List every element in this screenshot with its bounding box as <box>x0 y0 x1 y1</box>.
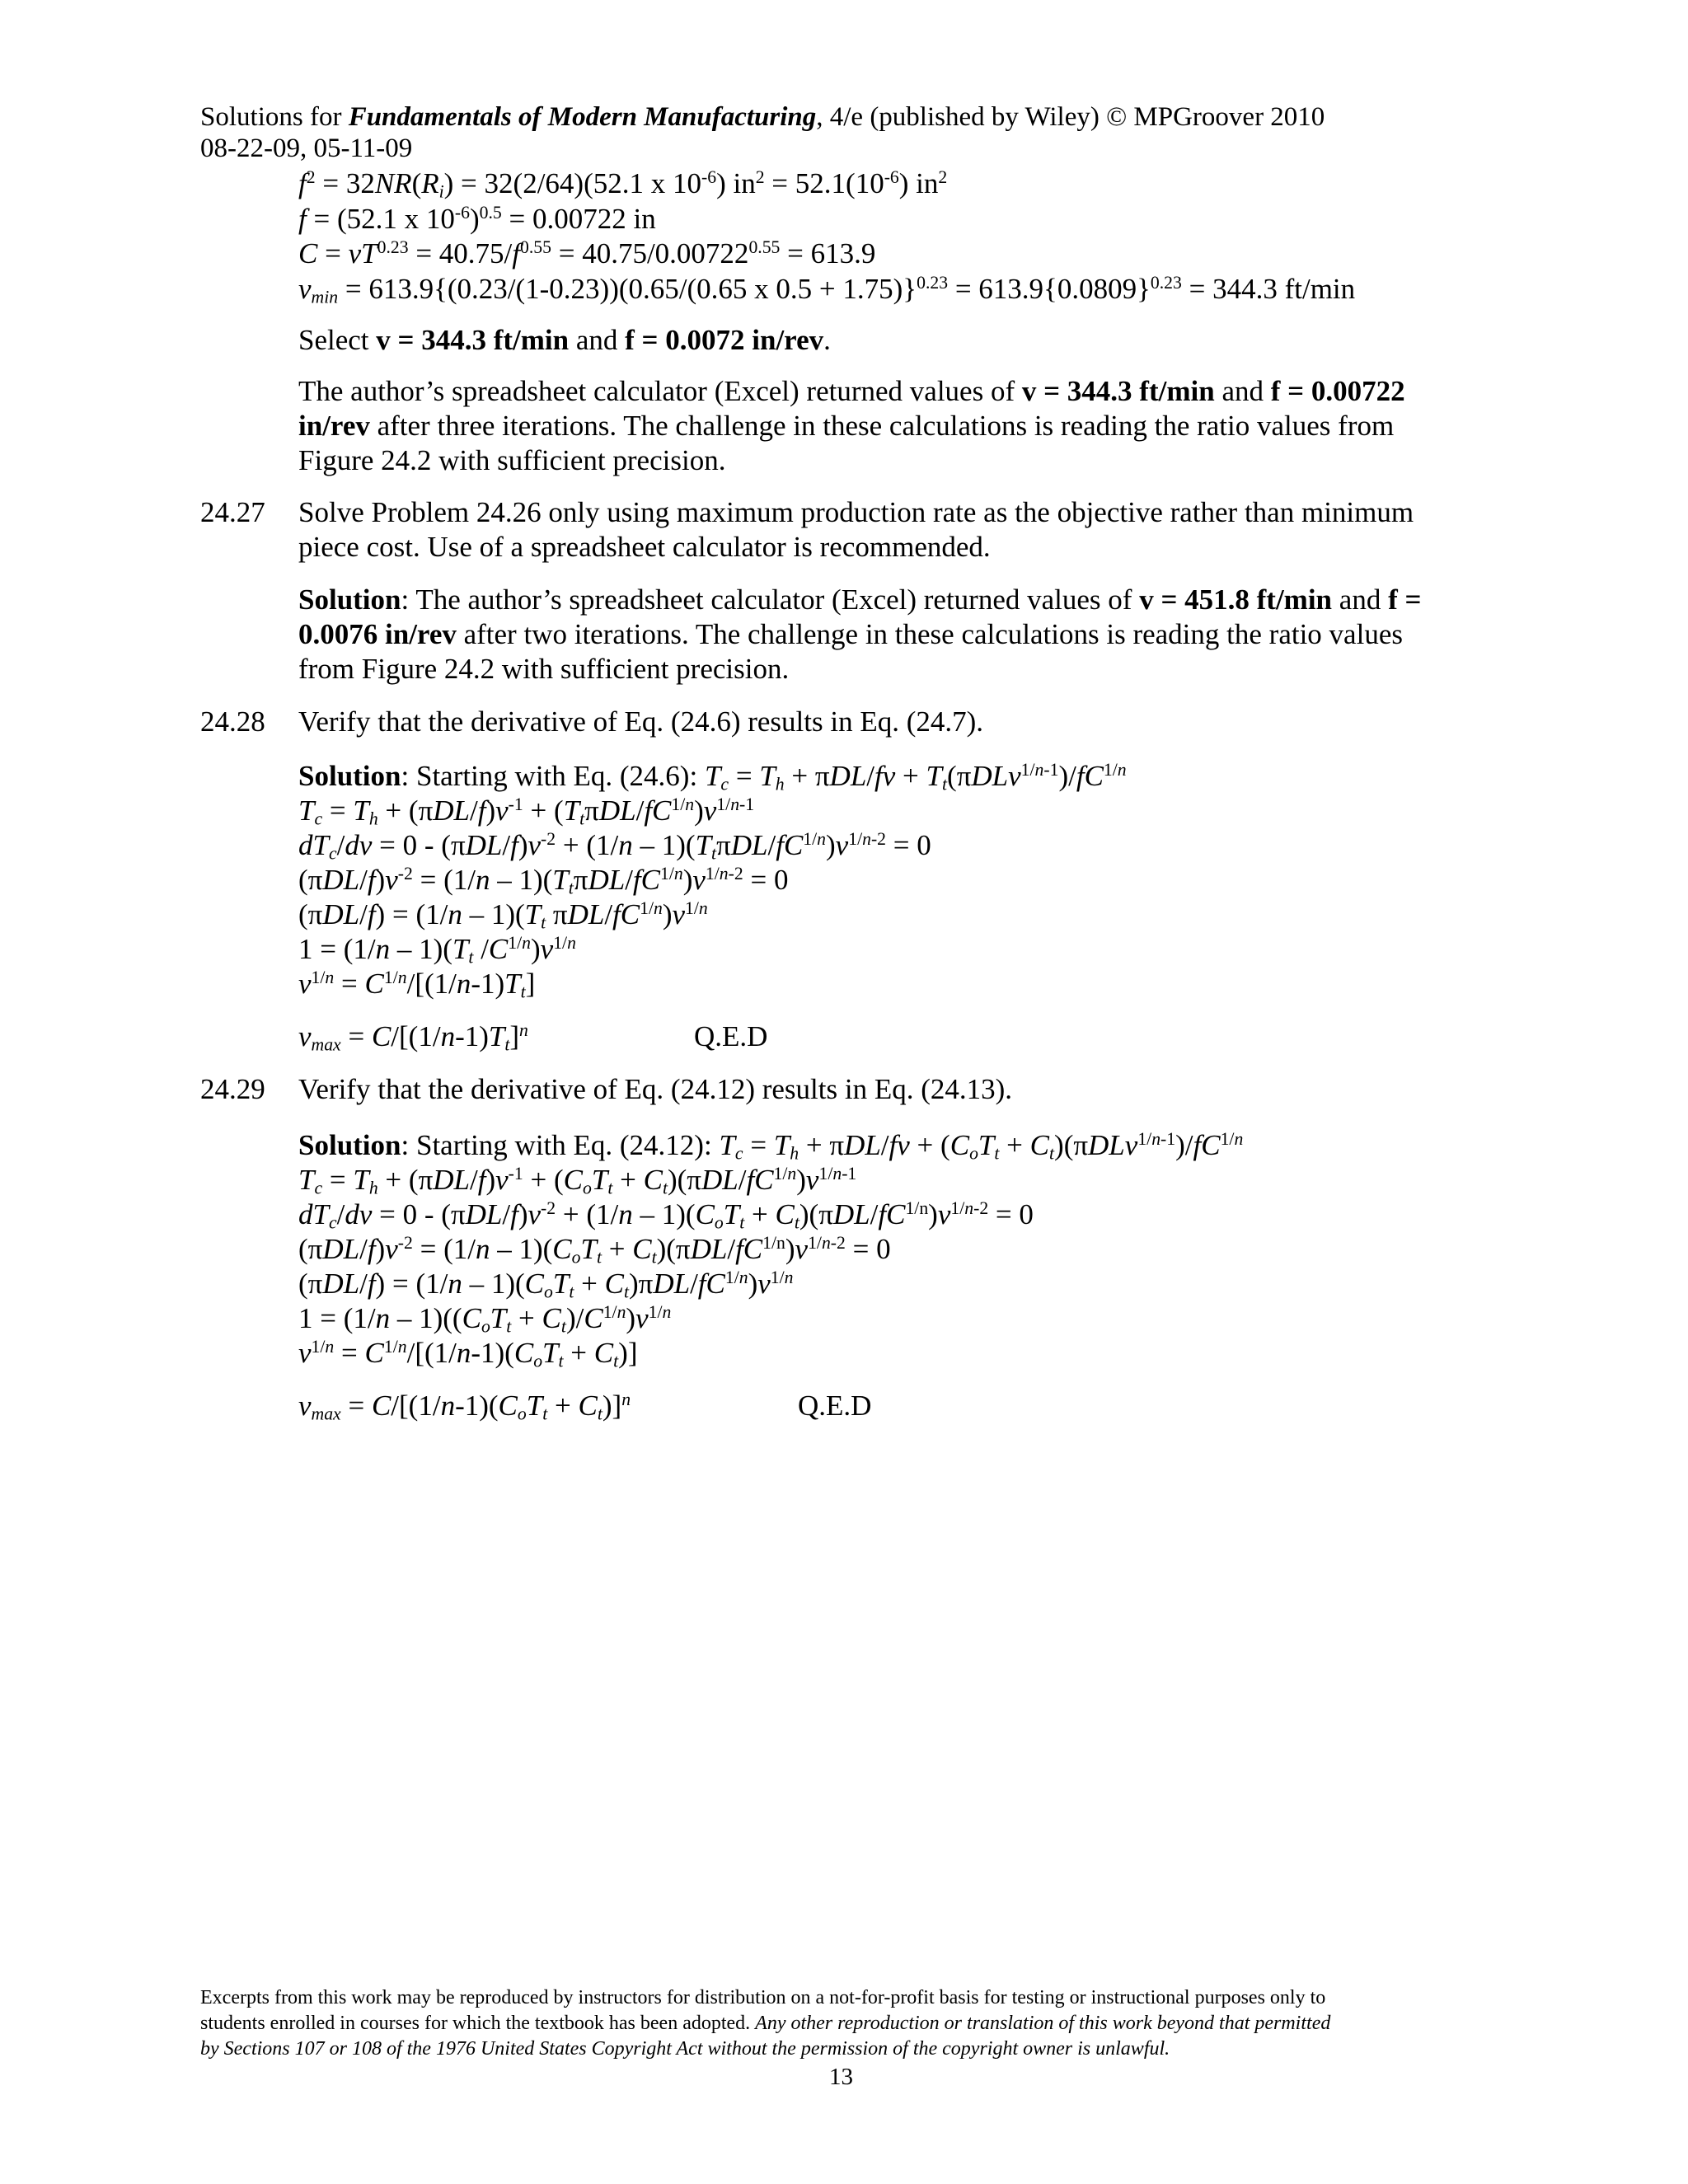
solution-24-28-start: Solution: Starting with Eq. (24.6): $T_c = T_h + \pi DL/fv + T_t(\pi DLv^{1/n-1})/fC^{1/n}$ <box>298 760 1127 794</box>
problem-24-27-line-1: Solve Problem 24.26 only using maximum production rate as the objective rather than minimum <box>298 496 1414 528</box>
footer-line-3: by Sections 107 or 108 of the 1976 United States Copyright Act without the permission of the copyright owner is unlawful. <box>200 2038 1170 2060</box>
solution-24-28-step-5: $1 = (1/n - 1)(T_t$ $/C^{1/n})v^{1/n}$ <box>298 933 576 968</box>
solution-24-29-step-4: $(\pi DL/f) = (1/n - 1)(C_oT_t + C_t)\pi DL/fC^{1/n})v^{1/n}$ <box>298 1268 794 1302</box>
footer-line-1: Excerpts from this work may be reproduced by instructors for distribution on a not-for-profit basis for testing or instructional purposes only to <box>200 1987 1326 2008</box>
author-note-line-1: The author’s spreadsheet calculator (Excel) returned values of v = 344.3 ft/min and f = 0.00722 <box>298 375 1405 407</box>
problem-number-24-29: 24.29 <box>200 1073 265 1105</box>
problem-24-29-question: Verify that the derivative of Eq. (24.12) results in Eq. (24.13). <box>298 1073 1013 1105</box>
select-statement: Select v = 344.3 ft/min and f = 0.0072 in/rev. <box>298 324 831 356</box>
qed-24-29: Q.E.D <box>798 1390 872 1422</box>
problem-number-24-28: 24.28 <box>200 705 265 738</box>
solution-24-29-step-3: $(\pi DL/f)v^{-2} = (1/n - 1)(C_oT_t + C_t)(\pi DL/fC^{1/n})v^{1/n-2} = 0$ <box>298 1233 891 1268</box>
solution-24-27-line-1: Solution: The author’s spreadsheet calculator (Excel) returned values of v = 451.8 ft/min and f = <box>298 583 1422 616</box>
equation-f-value: f = (52.1 x $10^{-6})^{0.5} = 0.00722$ in <box>298 203 656 235</box>
solution-24-29-step-2: $dT_c/dv = 0 - (\pi DL/f)v^{-2} + (1/n - 1)(C_oT_t + C_t)(\pi DL/fC^{1/n})v^{1/n-2} = 0$ <box>298 1198 1034 1233</box>
solution-24-27-line-3: from Figure 24.2 with sufficient precision. <box>298 653 790 685</box>
header-edition: , 4/e (published by Wiley) © MPGroover 2010 <box>816 102 1325 132</box>
header-prefix: Solutions for <box>200 102 349 132</box>
problem-number-24-27: 24.27 <box>200 496 265 528</box>
qed-24-28: Q.E.D <box>694 1020 768 1052</box>
author-note-line-3: Figure 24.2 with sufficient precision. <box>298 444 726 476</box>
page-header <box>200 104 1325 131</box>
solution-24-28-step-6: $v^{1/n} = C^{1/n}/[(1/n-1)T_t]$ <box>298 968 536 1002</box>
solution-24-28-step-2: $dT_c/dv = 0 - (\pi DL/f)v^{-2} + (1/n - 1)(T_t\pi DL/fC^{1/n})v^{1/n-2} = 0$ <box>298 829 931 864</box>
equation-c-value: $C = vT^{0.23} = 40.75/f^{0.55} = 40.75/0.00722^{0.55} = 613.9$ <box>298 237 876 269</box>
solution-24-29-result: $v_{max} = C/[(1/n-1)(C_oT_t + C_t)]^n$ <box>298 1390 631 1424</box>
equation-vmin: $v_{min} = 613.9\{(0.23/(1-0.23))(0.65/(0.65$ x $0.5 + 1.75)\}^{0.23} = 613.9\{0.0809\}^{0.23} = 344.3$ ft/min <box>298 273 1356 307</box>
header-dates: 08-22-09, 05-11-09 <box>200 134 413 163</box>
solution-24-28-step-1: $T_c = T_h + (\pi DL/f)v^{-1} + (T_t\pi DL/fC^{1/n})v^{1/n-1}$ <box>298 794 755 829</box>
solution-24-29-step-6: $v^{1/n} = C^{1/n}/[(1/n-1)(C_oT_t + C_t)]$ <box>298 1337 638 1371</box>
author-note-line-2: in/rev after three iterations. The challenge in these calculations is reading the ratio values from <box>298 410 1395 442</box>
solution-24-29-start: Solution: Starting with Eq. (24.12): $T_c = T_h + \pi DL/fv + (C_oT_t + C_t)(\pi DLv^{1/n-1})/fC^{1/n}$ <box>298 1129 1244 1164</box>
solution-24-27-line-2: 0.0076 in/rev after two iterations. The challenge in these calculations is reading the ratio values <box>298 618 1403 650</box>
solution-24-28-step-3: $(\pi DL/f)v^{-2} = (1/n - 1)(T_t\pi DL/fC^{1/n})v^{1/n-2} = 0$ <box>298 864 789 898</box>
page-number: 13 <box>829 2064 853 2090</box>
problem-24-28-question: Verify that the derivative of Eq. (24.6) results in Eq. (24.7). <box>298 705 984 738</box>
footer-line-2: students enrolled in courses for which the textbook has been adopted. Any other reproduction or translation of this work beyond that permitted <box>200 2013 1331 2034</box>
solution-24-28-step-4: $(\pi DL/f) = (1/n - 1)(T_t$ πDL/$fC^{1/n})v^{1/n}$ <box>298 898 708 933</box>
problem-24-27-line-2: piece cost. Use of a spreadsheet calculator is recommended. <box>298 531 991 563</box>
book-title: Fundamentals of Modern Manufacturing <box>348 102 817 132</box>
equation-f-squared: $f^2 = 32NR(R_i) = 32(2/64)(52.1$ x $10^{-6}$) $in^2 = 52.1(10^{-6})$ $in^2$ <box>298 167 948 202</box>
solution-24-28-result: $v_{max} = C/[(1/n-1)T_t]^n$ <box>298 1020 528 1055</box>
solution-24-29-step-5: $1 = (1/n - 1)((C_oT_t + C_t)/C^{1/n})v^{1/n}$ <box>298 1302 672 1337</box>
solution-24-29-step-1: $T_c = T_h + (\pi DL/f)v^{-1} + (C_oT_t + C_t)(\pi DL/fC^{1/n})v^{1/n-1}$ <box>298 1164 857 1198</box>
